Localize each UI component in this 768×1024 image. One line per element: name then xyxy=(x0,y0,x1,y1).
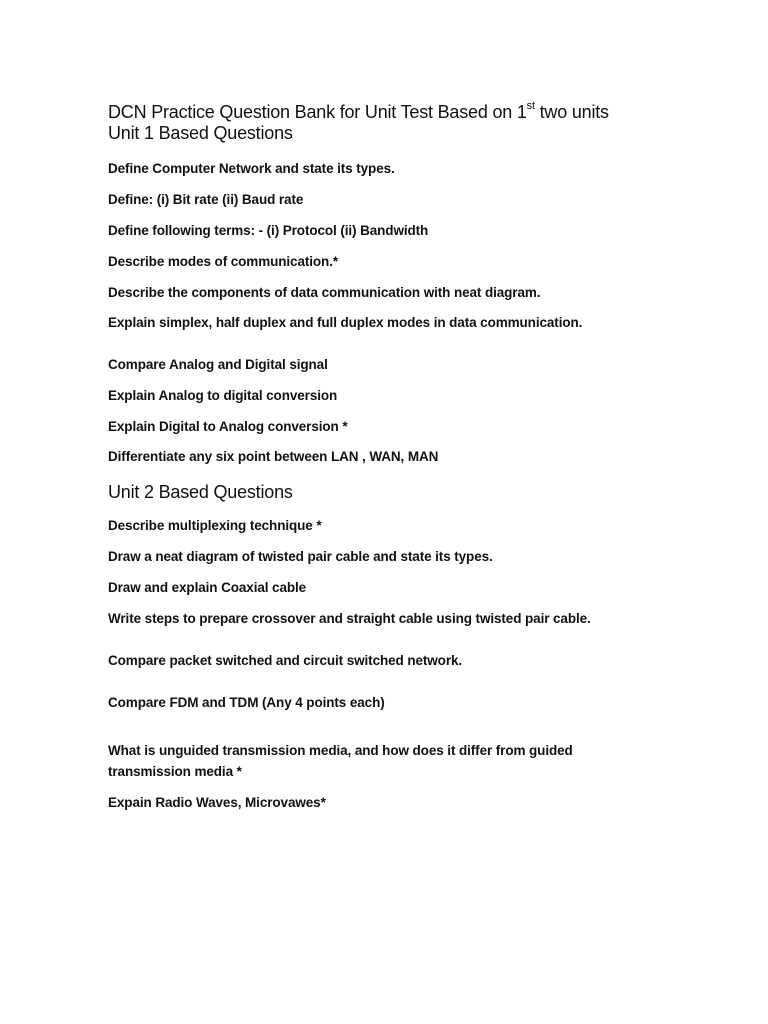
unit1-heading: Unit 1 Based Questions xyxy=(108,123,293,143)
unit2-question: Write steps to prepare crossover and straight cable using twisted pair cable. xyxy=(108,611,591,626)
unit1-question: Explain Digital to Analog conversion * xyxy=(108,419,348,434)
unit2-question: Draw a neat diagram of twisted pair cable and state its types. xyxy=(108,549,493,564)
unit2-question: Describe multiplexing technique * xyxy=(108,518,322,533)
unit2-question: What is unguided transmission media, and how does it differ from guided transmission media * xyxy=(108,743,573,779)
unit1-question: Define: (i) Bit rate (ii) Baud rate xyxy=(108,192,304,207)
unit2-question: Expain Radio Waves, Microvawes* xyxy=(108,795,326,810)
unit1-question: Define Computer Network and state its types. xyxy=(108,161,395,176)
unit1-question: Describe modes of communication.* xyxy=(108,254,339,269)
unit1-question: Describe the components of data communication with neat diagram. xyxy=(108,285,541,300)
unit1-question: Explain Analog to digital conversion xyxy=(108,388,338,403)
title-superscript: st xyxy=(526,100,535,112)
unit1-question: Compare Analog and Digital signal xyxy=(108,357,328,372)
title-suffix: two units xyxy=(534,102,609,122)
unit2-heading: Unit 2 Based Questions xyxy=(108,482,293,502)
unit2-question: Compare packet switched and circuit switched network. xyxy=(108,653,463,668)
unit2-question: Compare FDM and TDM (Any 4 points each) xyxy=(108,695,385,710)
unit1-question: Explain simplex, half duplex and full duplex modes in data communication. xyxy=(108,315,583,330)
unit1-question: Define following terms: - (i) Protocol (ii) Bandwidth xyxy=(108,223,429,238)
title-prefix: DCN Practice Question Bank for Unit Test Based on 1 xyxy=(108,102,527,122)
document-title xyxy=(108,97,609,123)
unit1-question: Differentiate any six point between LAN , WAN, MAN xyxy=(108,449,439,464)
unit2-question: Draw and explain Coaxial cable xyxy=(108,580,307,595)
